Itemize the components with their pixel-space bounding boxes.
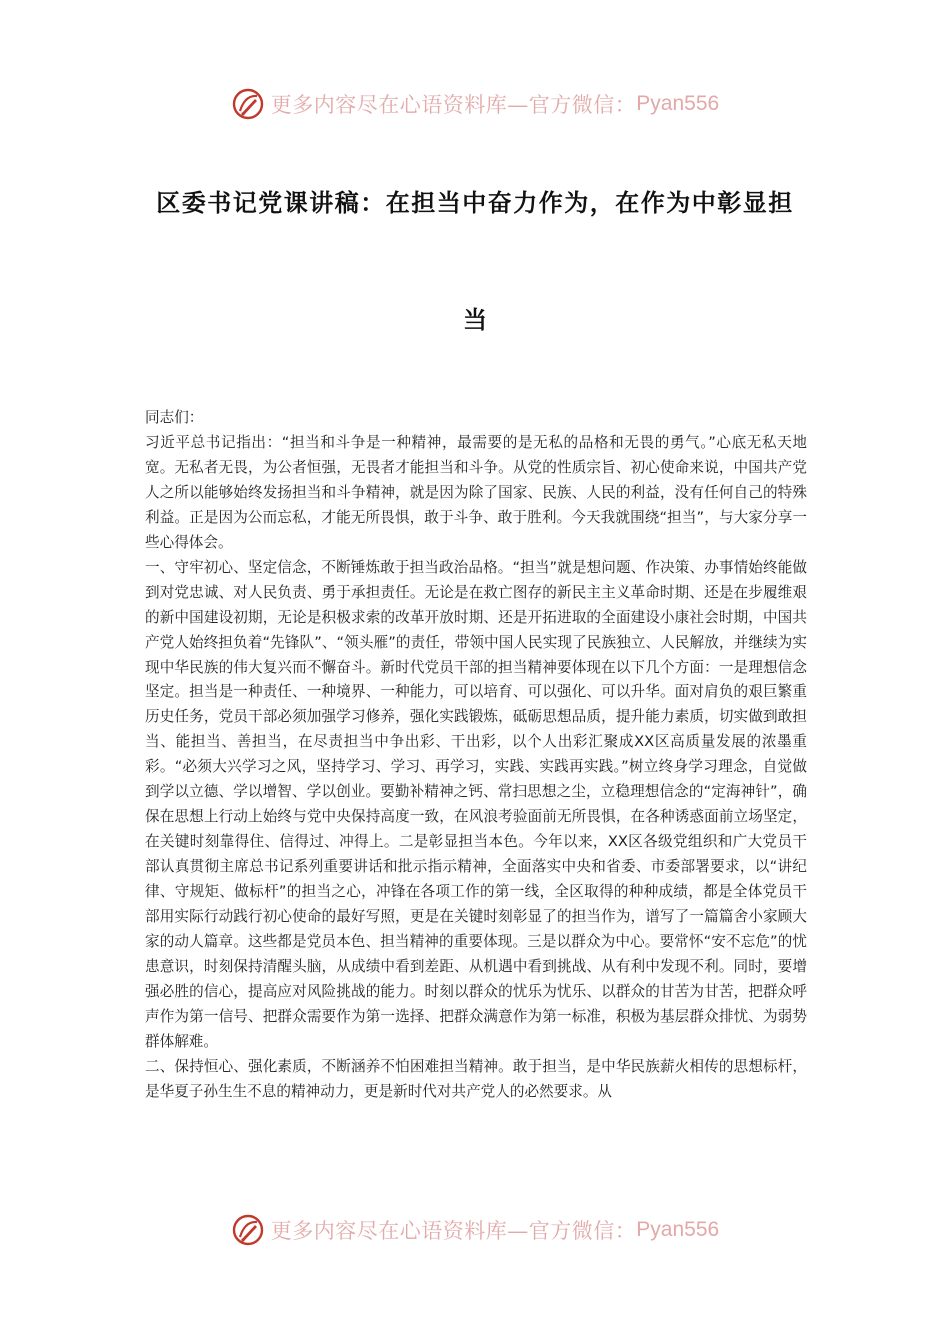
greeting: 同志们： xyxy=(145,409,204,426)
paragraph: 习近平总书记指出：“担当和斗争是一种精神，最需要的是无私的品格和无畏的勇气。”心底无私天地宽。无私者无畏，为公者恒强，无畏者才能担当和斗争。从党的性质宗旨、初心使命来说，中国共产党人之所以能够始终发扬担当和斗争精神，就是因为除了国家、民族、人民的利益，没有任何自己的特殊利益。正是因为公而忘私，才能无所畏惧，敢于斗争、敢于胜利。今天我就围绕“担当”，与大家分享一些心得体会。 xyxy=(145,433,807,551)
banner-account: Pyan556 xyxy=(636,92,720,115)
document-body xyxy=(145,406,807,1105)
banner-text: 更多内容尽在心语资料库—官方微信： xyxy=(270,1219,637,1243)
paragraph: 二、保持恒心、强化素质，不断涵养不怕困难担当精神。敢于担当，是中华民族薪火相传的思想标杆，是华夏子孙生生不息的精神动力，更是新时代对共产党人的必然要求。从 xyxy=(145,1057,807,1100)
banner-account: Pyan556 xyxy=(636,1218,720,1241)
pen-swirl-logo-icon xyxy=(231,87,265,121)
header-banner xyxy=(0,82,950,126)
footer-banner xyxy=(0,1208,950,1252)
paragraph: 一、守牢初心、坚定信念，不断锤炼敢于担当政治品格。“担当”就是想问题、作决策、办事情始终能做到对党忠诚、对人民负责、勇于承担责任。无论是在救亡图存的新民主主义革命时期、还是在步履维艰的新中国建设初期，无论是积极求索的改革开放时期、还是开拓进取的全面建设小康社会时期，中国共产党人始终担负着“先锋队”、“领头雁”的责任，带领中国人民实现了民族独立、人民解放，并继续为实现中华民族的伟大复兴而不懈奋斗。新时代党员干部的担当精神要体现在以下几个方面：一是理想信念坚定。担当是一种责任、一种境界、一种能力，可以培育、可以强化、可以升华。面对肩负的艰巨繁重历史任务，党员干部必须加强学习修养，强化实践锻炼，砥砺思想品质，提升能力素质，切实做到敢担当、能担当、善担当，在尽责担当中争出彩、干出彩，以个人出彩汇聚成XX区高质量发展的浓墨重彩。“必须大兴学习之风，坚持学习、学习、再学习，实践、实践再实践。”树立终身学习理念，自觉做到学以立德、学以增智、学以创业。要勤补精神之钙、常扫思想之尘，立稳理想信念的“定海神针”，确保在思想上行动上始终与党中央保持高度一致，在风浪考验面前无所畏惧，在各种诱惑面前立场坚定，在关键时刻靠得住、信得过、冲得上。二是彰显担当本色。今年以来，XX区各级党组织和广大党员干部认真贯彻主席总书记系列重要讲话和批示指示精神，全面落实中央和省委、市委部署要求，以“讲纪律、守规矩、做标杆”的担当之心，冲锋在各项工作的第一线，全区取得的种种成绩，都是全体党员干部用实际行动践行初心使命的最好写照，更是在关键时刻彰显了的担当作为，谱写了一篇篇舍小家顾大家的动人篇章。这些都是党员本色、担当精神的重要体现。三是以群众为中心。要常怀“安不忘危”的忧患意识，时刻保持清醒头脑，从成绩中看到差距、从机遇中看到挑战、从有利中发现不利。同时，要增强必胜的信心，提高应对风险挑战的能力。时刻以群众的忧乐为忧乐、以群众的甘苦为甘苦，把群众呼声作为第一信号、把群众需要作为第一选择、把群众满意作为第一标准，积极为基层群众排忧、为弱势群体解难。 xyxy=(145,558,807,1050)
banner-text: 更多内容尽在心语资料库—官方微信： xyxy=(270,93,637,117)
document-title-line-1: 区委书记党课讲稿：在担当中奋力作为，在作为中彰显担 xyxy=(156,189,794,217)
document-title-line-2: 当 xyxy=(463,306,487,334)
pen-swirl-logo-icon xyxy=(231,1213,265,1247)
